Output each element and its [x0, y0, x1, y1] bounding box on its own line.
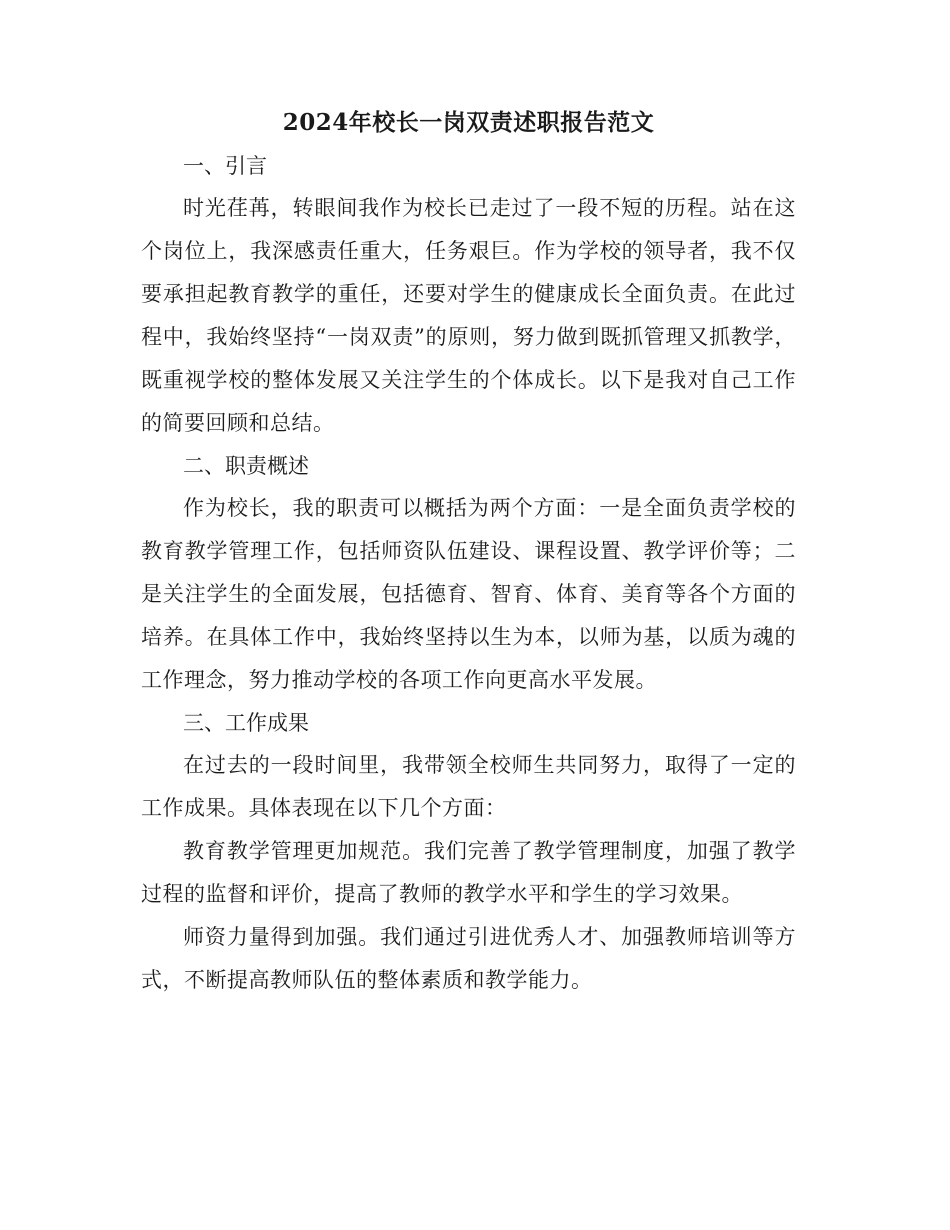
section-heading-duties: 二、职责概述: [183, 454, 309, 478]
section-heading-results: 三、工作成果: [183, 711, 309, 735]
paragraph-results-teaching: 教育教学管理更加规范。我们完善了教学管理制度，加强了教学过程的监督和评价，提高了教师的教学水平和学生的学习效果。: [141, 839, 796, 906]
section-heading-intro: 一、引言: [183, 154, 267, 178]
paragraph-intro: 时光荏苒，转眼间我作为校长已走过了一段不短的历程。站在这个岗位上，我深感责任重大，任务艰巨。作为学校的领导者，我不仅要承担起教育教学的重任，还要对学生的健康成长全面负责。在此过程中，我始终坚持“一岗双责”的原则，努力做到既抓管理又抓教学，既重视学校的整体发展又关注学生的个体成长。以下是我对自己工作的简要回顾和总结。: [141, 196, 796, 435]
document-title: 2024年校长一岗双责述职报告范文: [282, 109, 655, 136]
document-body: [141, 103, 796, 1002]
paragraph-duties: 作为校长，我的职责可以概括为两个方面：一是全面负责学校的教育教学管理工作，包括师资队伍建设、课程设置、教学评价等；二是关注学生的全面发展，包括德育、智育、体育、美育等各个方面的培养。在具体工作中，我始终坚持以生为本，以师为基，以质为魂的工作理念，努力推动学校的各项工作向更高水平发展。: [141, 496, 796, 692]
paragraph-results-intro: 在过去的一段时间里，我带领全校师生共同努力，取得了一定的工作成果。具体表现在以下几个方面：: [141, 753, 796, 820]
paragraph-results-staff: 师资力量得到加强。我们通过引进优秀人才、加强教师培训等方式，不断提高教师队伍的整体素质和教学能力。: [141, 925, 796, 992]
